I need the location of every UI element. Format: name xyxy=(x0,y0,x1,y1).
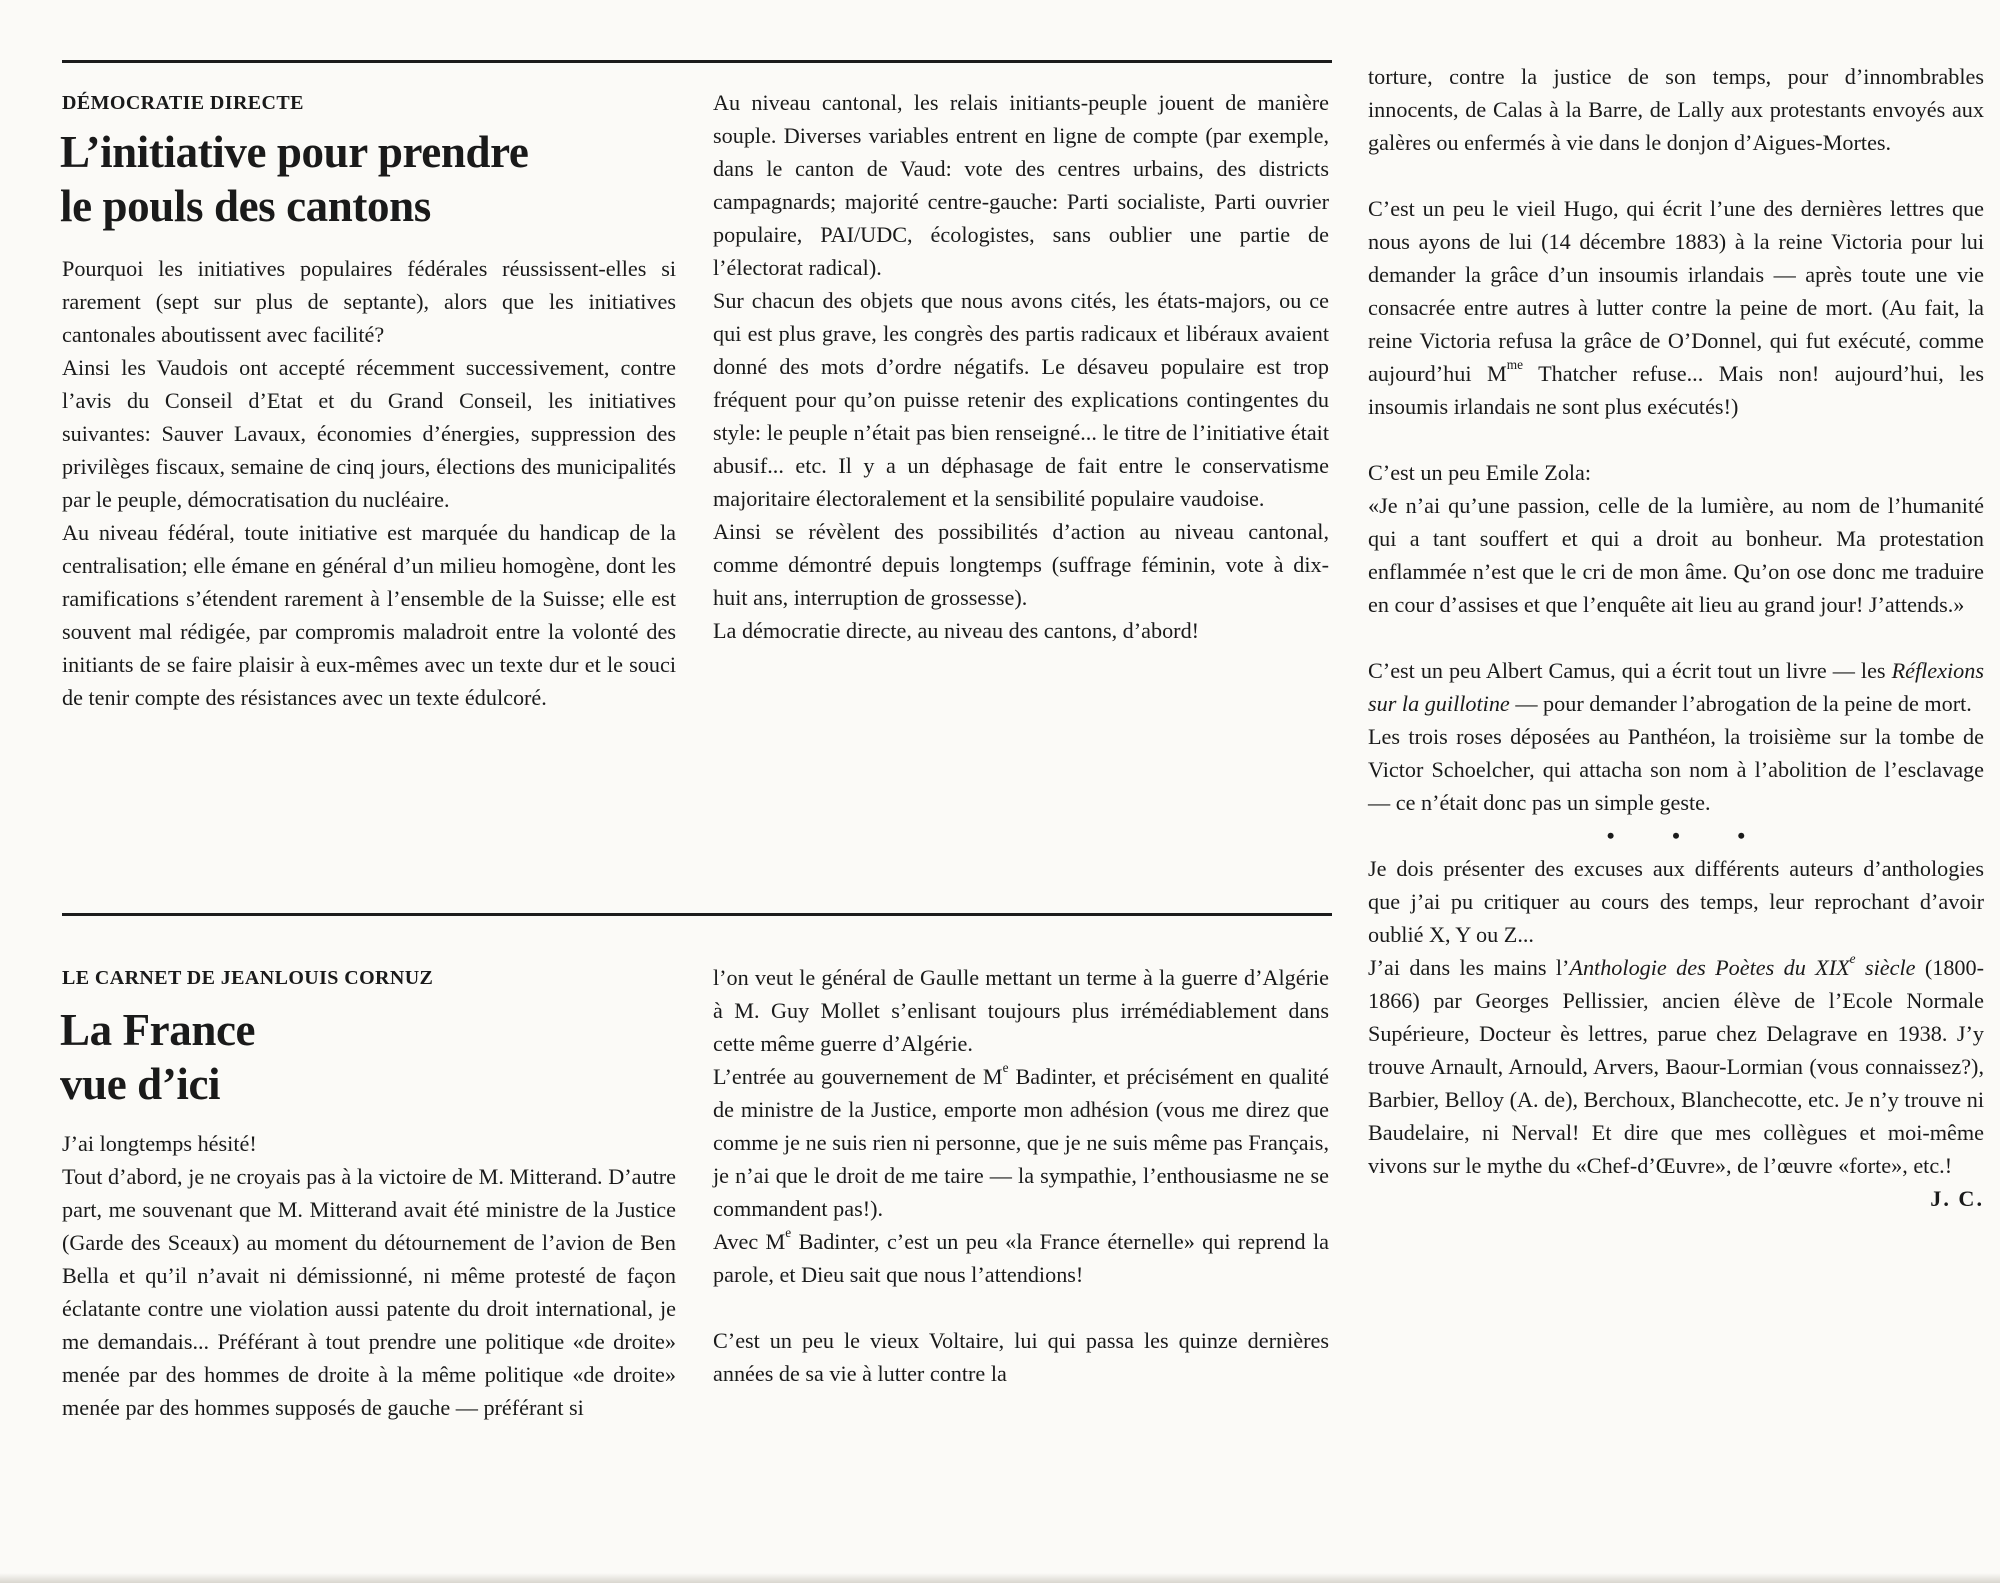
text-run: Thatcher refuse... Mais non! aujourd’hui, les insoumis irlandais ne sont plus exécutés!) xyxy=(1368,361,1984,419)
paragraph-gap xyxy=(1368,423,1984,456)
article2-col3-paragraph: Les trois roses déposées au Panthéon, la troisième sur la tombe de Victor Schoelcher, qui attacha son nom à l’abolition de l’esclavage — ce n’était donc pas un simple geste. xyxy=(1368,724,1984,815)
text-run: Avec M xyxy=(713,1229,786,1254)
superscript: e xyxy=(785,1225,792,1241)
article2-column3 xyxy=(1368,60,1984,1215)
text-run: Badinter, et précisément en qualité de ministre de la Justice, emporte mon adhésion (vous me direz que comme je ne suis rien ni personne, que je ne suis même pas Français, je n’ai que le droit de me taire — la sympathie, l’enthousiasme ne se commandent pas!). xyxy=(713,1064,1330,1221)
article2-col3-quote: «Je n’ai qu’une passion, celle de la lumière, au nom de l’humanité qui a tant souffert et qui a droit au bonheur. Ma protestation enflammée n’est que le cri de mon âme. Qu’on ose donc me traduire en cour d’assises et que l’enquête ait lieu au grand jour! J’attends.» xyxy=(1368,493,1984,617)
article1-col1-paragraph: Ainsi les Vaudois ont accepté récemment successivement, contre l’avis du Conseil d’Etat et du Grand Conseil, les initiatives suivantes: Sauver Lavaux, économies d’énergies, suppression des privilèges fiscaux, semaine de cinq jours, élections des municipalités par le peuple, démocratisation du nucléaire. xyxy=(62,355,676,512)
page-bottom-edge xyxy=(0,1573,2000,1583)
article1-column1 xyxy=(62,252,676,714)
section-separator-stars: • • • xyxy=(1606,823,1772,848)
article2-col3-paragraph xyxy=(1368,192,1984,423)
article2-col3-paragraph xyxy=(1368,654,1984,720)
text-run: — pour demander l’abrogation de la peine de mort. xyxy=(1509,691,1972,716)
text-run: siècle xyxy=(1855,955,1916,980)
text-run: C’est un peu Albert Camus, qui a écrit tout un livre — les xyxy=(1368,658,1892,683)
article1-col1-paragraph: Au niveau fédéral, toute initiative est marquée du handicap de la centralisation; elle émane en général d’un milieu homogène, dont les ramifications s’étendent rarement à l’ensemble de la Suisse; elle est souvent mal rédigée, par compromis maladroit entre la volonté des initiants de se faire plaisir à eux-mêmes avec un texte dur et le souci de tenir compte des résistances avec un texte édulcoré. xyxy=(62,520,676,710)
article1-headline xyxy=(60,125,528,233)
text-run: J’ai dans les mains l’ xyxy=(1368,955,1570,980)
article2-col3-paragraph: torture, contre la justice de son temps, pour d’innombrables innocents, de Calas à la Barre, de Lally aux protestants envoyés aux galères ou enfermés à vie dans le donjon d’Aigues-Mortes. xyxy=(1368,64,1984,155)
text-run: Anthologie des Poètes du XIX xyxy=(1569,955,1850,980)
article1-col2-paragraph: Au niveau cantonal, les relais initiants-peuple jouent de manière souple. Diverses variables entrent en ligne de compte (par exemple, dans le canton de Vaud: vote des centres urbains, des districts campagnards; majorité centre-gauche: Parti socialiste, Parti ouvrier populaire, PAI/UDC, écologistes, sans oublier une partie de l’électorat radical). xyxy=(713,90,1329,280)
superscript: e xyxy=(1849,951,1856,967)
article2-title-line1: La France xyxy=(60,1005,256,1055)
article2-headline xyxy=(60,1003,255,1111)
text-run: L’entrée au gouvernement de M xyxy=(713,1064,1003,1089)
article1-col2-paragraph: Sur chacun des objets que nous avons cités, les états-majors, ou ce qui est plus grave, les congrès des partis radicaux et libéraux avaient donné des mots d’ordre négatifs. Le désaveu populaire est trop fréquent pour qu’on puisse retenir des explications contingentes du style: le peuple n’était pas bien renseigné... le titre de l’initiative était abusif... etc. Il y a un déphasage de fait entre le conservatisme majoritaire électoralement et la sensibilité populaire vaudoise. xyxy=(713,288,1329,511)
book-title xyxy=(1569,951,1916,980)
article2-col3-paragraph: C’est un peu Emile Zola: xyxy=(1368,460,1592,485)
article2-col3-paragraph: Je dois présenter des excuses aux différents auteurs d’anthologies que j’ai pu critiquer au cours des temps, leur reprochant d’avoir oublié X, Y ou Z... xyxy=(1368,856,1984,947)
article2-col1-paragraph: Tout d’abord, je ne croyais pas à la victoire de M. Mitterand. D’autre part, me souvenant que M. Mitterand avait été ministre de la Justice (Garde des Sceaux) au moment du détournement de l’avion de Ben Bella et qu’il n’avait ni démissionné, ni même protesté de façon éclatante contre une violation aussi patente du droit international, je me demandais... Préférant à tout prendre une politique «de droite» menée par des hommes de droite à la même politique «de droite» menée par des hommes supposés de gauche — préférant si xyxy=(62,1164,676,1420)
article2-column2 xyxy=(713,961,1329,1390)
superscript: e xyxy=(1002,1060,1009,1076)
article2-col2-paragraph xyxy=(713,1060,1329,1225)
article1-title-line1: L’initiative pour prendre xyxy=(60,127,529,177)
paragraph-gap xyxy=(713,1291,1329,1324)
article2-col2-paragraph: l’on veut le général de Gaulle mettant un terme à la guerre d’Algérie à M. Guy Mollet s’enlisant toujours plus irrémédiablement dans cette même guerre d’Algérie. xyxy=(713,965,1329,1056)
article1-col2-paragraph: Ainsi se révèlent des possibilités d’action au niveau cantonal, comme démontré depuis longtemps (suffrage féminin, vote à dix-huit ans, interruption de grossesse). xyxy=(713,519,1329,610)
article1-col2-paragraph: La démocratie directe, au niveau des cantons, d’abord! xyxy=(713,618,1200,643)
paragraph-gap xyxy=(1368,621,1984,654)
text-run: (1800-1866) par Georges Pellissier, ancien élève de l’Ecole Normale Supérieure, Docteur ès lettres, parue chez Delagrave en 1938. J’y trouve Arnault, Arnould, Arvers, Baour-Lormian (vous connaissez?), Barbier, Belloy (A. de), Berchoux, Blanchecotte, etc. Je n’y trouve ni Baudelaire, ni Nerval! Et dire que mes collègues et moi-même vivons sur le mythe du «Chef-d’Œuvre», de l’œuvre «forte», etc.! xyxy=(1368,955,1985,1178)
article2-column1 xyxy=(62,1127,676,1424)
article1-column2 xyxy=(713,86,1329,647)
book-title: Réflexions sur la guillotine xyxy=(1368,658,1984,716)
text-run: C’est un peu le vieil Hugo, qui écrit l’une des dernières lettres que nous ayons de lui (14 décembre 1883) à la reine Victoria pour lui demander la grâce d’un insoumis irlandais — après toute une vie consacrée entre autres à lutter contre la peine de mort. (Au fait, la reine Victoria refusa la grâce de O’Donnel, qui fut exécuté, comme aujourd’hui M xyxy=(1368,196,1984,386)
article2-col2-paragraph xyxy=(713,1225,1329,1291)
article2-col2-paragraph: C’est un peu le vieux Voltaire, lui qui passa les quinze dernières années de sa vie à lutter contre la xyxy=(713,1328,1329,1386)
superscript: me xyxy=(1506,357,1524,373)
text-run: Badinter, c’est un peu «la France éternelle» qui reprend la parole, et Dieu sait que nous l’attendions! xyxy=(713,1229,1329,1287)
article2-col1-paragraph: J’ai longtemps hésité! xyxy=(62,1131,257,1156)
article1-title-line2: le pouls des cantons xyxy=(60,181,431,231)
article2-col3-paragraph xyxy=(1368,951,1985,1211)
top-rule xyxy=(62,60,1332,63)
article1-kicker: DÉMOCRATIE DIRECTE xyxy=(62,92,304,114)
article2-kicker: LE CARNET DE JEANLOUIS CORNUZ xyxy=(62,967,434,989)
section-divider-rule xyxy=(62,913,1332,916)
article2-title-line2: vue d’ici xyxy=(60,1059,221,1109)
author-signature: J. C. xyxy=(1930,1186,1984,1211)
article1-col1-paragraph: Pourquoi les initiatives populaires fédérales réussissent-elles si rarement (sept sur plus de septante), alors que les initiatives cantonales aboutissent avec facilité? xyxy=(62,256,676,347)
paragraph-gap xyxy=(1368,159,1984,192)
